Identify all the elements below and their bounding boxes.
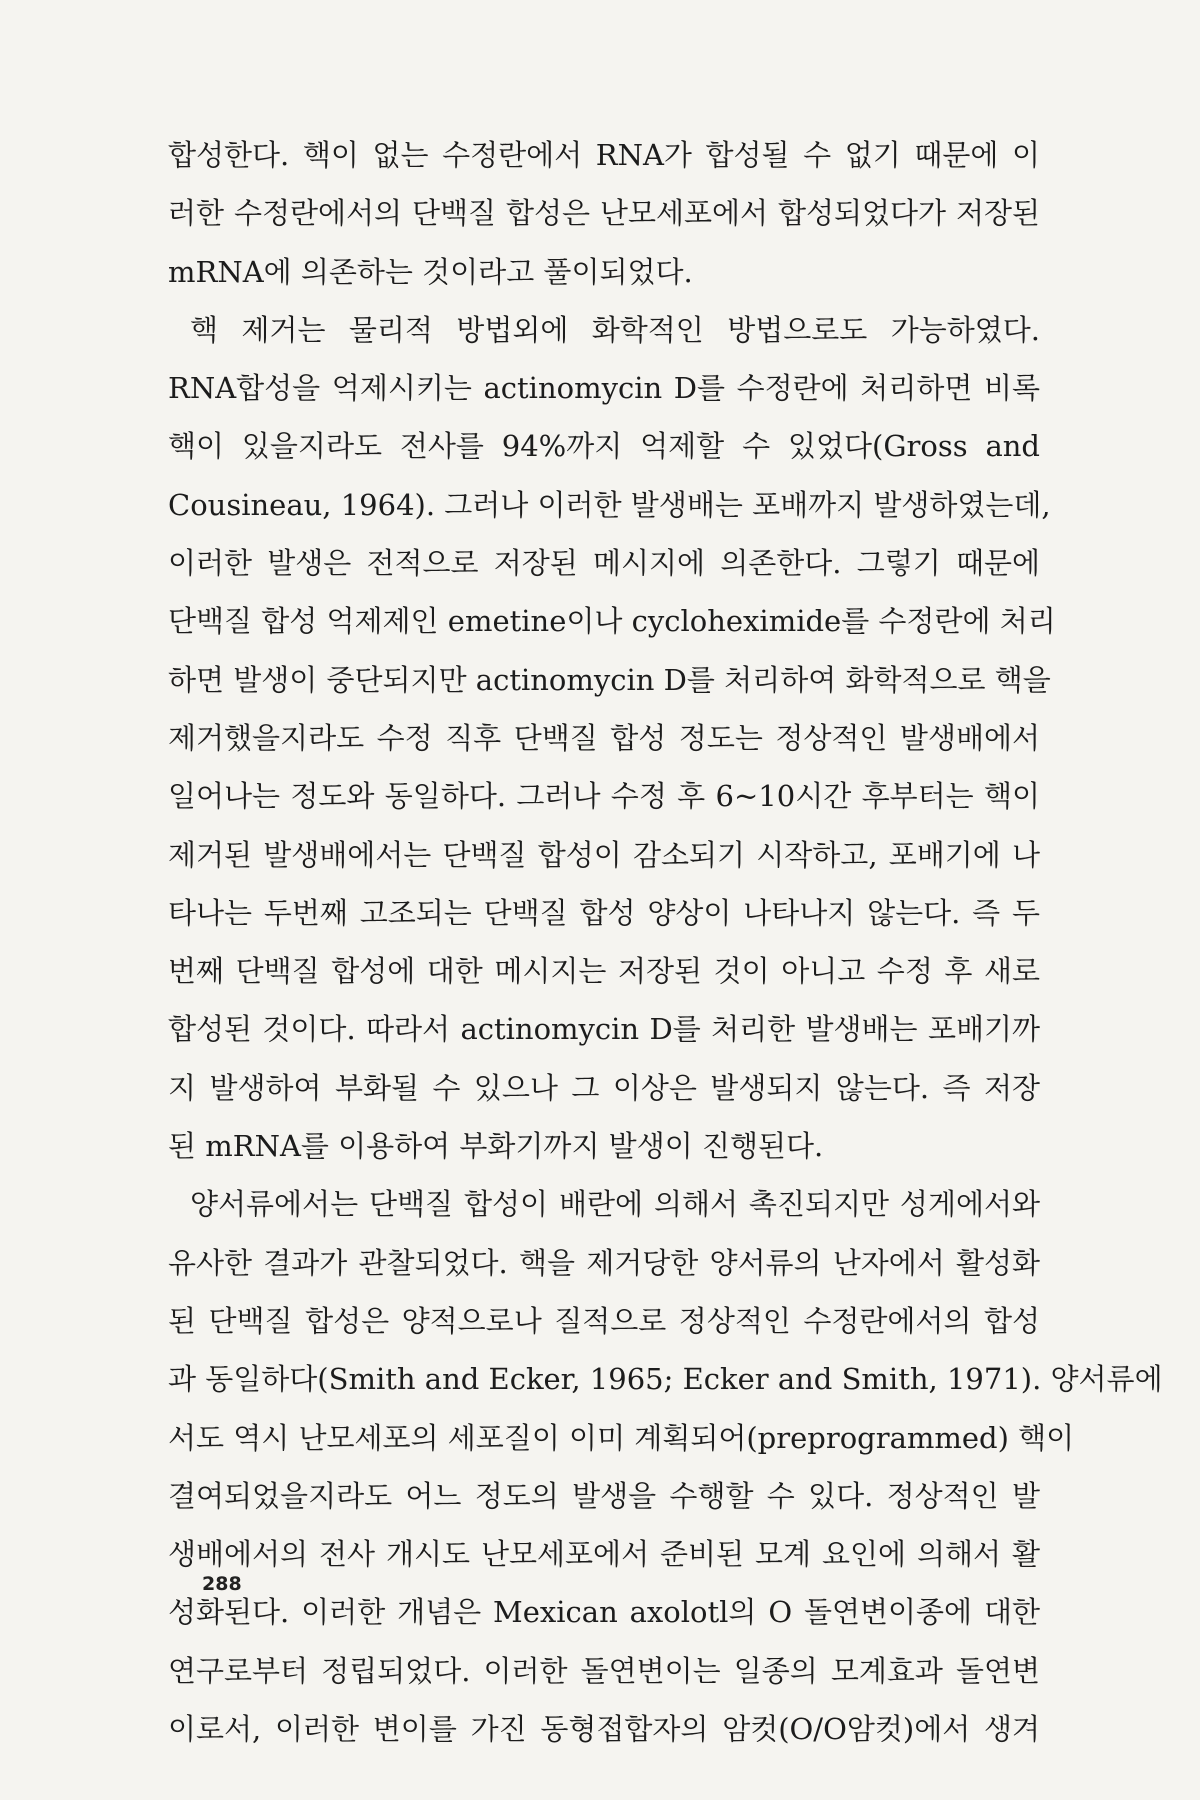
text-line: 결여되었을지라도 어느 정도의 발생을 수행할 수 있다. 정상적인 발	[168, 1478, 1040, 1513]
text-line: RNA합성을 억제시키는 actinomycin D를 수정란에 처리하면 비록	[168, 371, 1040, 406]
text-line: 일어나는 정도와 동일하다. 그러나 수정 후 6~10시간 후부터는 핵이	[168, 779, 1040, 814]
text-line: 단백질 합성 억제제인 emetine이나 cycloheximide를 수정란에 처리	[168, 604, 1056, 639]
text-line: Cousineau, 1964). 그러나 이러한 발생배는 포배까지 발생하였는데,	[168, 487, 1051, 522]
text-line: 서도 역시 난모세포의 세포질이 이미 계획되어(preprogrammed) 핵이	[168, 1420, 1075, 1455]
text-line: 러한 수정란에서의 단백질 합성은 난모세포에서 합성되었다가 저장된	[168, 196, 1040, 231]
text-line: 번째 단백질 합성에 대한 메시지는 저장된 것이 아니고 수정 후 새로	[168, 954, 1040, 989]
text-line: 된 mRNA를 이용하여 부화기까지 발생이 진행된다.	[168, 1129, 824, 1164]
text-line: 이로서, 이러한 변이를 가진 동형접합자의 암컷(O/O암컷)에서 생겨	[168, 1712, 1040, 1747]
text-line: 지 발생하여 부화될 수 있으나 그 이상은 발생되지 않는다. 즉 저장	[168, 1070, 1040, 1105]
text-line: 된 단백질 합성은 양적으로나 질적으로 정상적인 수정란에서의 합성	[168, 1303, 1040, 1338]
paragraph-start-line: 핵 제거는 물리적 방법외에 화학적인 방법으로도 가능하였다.	[190, 312, 1040, 347]
text-line: 성화된다. 이러한 개념은 Mexican axolotl의 O 돌연변이종에 대한	[168, 1595, 1040, 1630]
text-line: 제거했을지라도 수정 직후 단백질 합성 정도는 정상적인 발생배에서	[168, 720, 1040, 755]
text-line: 제거된 발생배에서는 단백질 합성이 감소되기 시작하고, 포배기에 나	[168, 837, 1040, 872]
text-line: 합성한다. 핵이 없는 수정란에서 RNA가 합성될 수 없기 때문에 이	[168, 138, 1040, 172]
text-line: 합성된 것이다. 따라서 actinomycin D를 처리한 발생배는 포배기까	[168, 1012, 1040, 1047]
text-line: 하면 발생이 중단되지만 actinomycin D를 처리하여 화학적으로 핵을	[168, 662, 1051, 697]
body-text	[168, 126, 1163, 1758]
text-line: 연구로부터 정립되었다. 이러한 돌연변이는 일종의 모계효과 돌연변	[168, 1653, 1040, 1688]
text-line: 유사한 결과가 관찰되었다. 핵을 제거당한 양서류의 난자에서 활성화	[168, 1245, 1040, 1280]
text-line: 이러한 발생은 전적으로 저장된 메시지에 의존한다. 그렇기 때문에	[168, 546, 1040, 581]
text-line: 타나는 두번째 고조되는 단백질 합성 양상이 나타나지 않는다. 즉 두	[168, 895, 1040, 930]
page-number: 288	[202, 1573, 242, 1595]
paragraph-start-line: 양서류에서는 단백질 합성이 배란에 의해서 촉진되지만 성게에서와	[190, 1187, 1040, 1222]
text-line: 생배에서의 전사 개시도 난모세포에서 준비된 모계 요인에 의해서 활	[168, 1537, 1040, 1572]
text-line: 과 동일하다(Smith and Ecker, 1965; Ecker and Smith, 1971). 양서류에	[168, 1362, 1163, 1397]
text-line: mRNA에 의존하는 것이라고 풀이되었다.	[168, 254, 693, 289]
text-line: 핵이 있을지라도 전사를 94%까지 억제할 수 있었다(Gross and	[168, 429, 1040, 464]
